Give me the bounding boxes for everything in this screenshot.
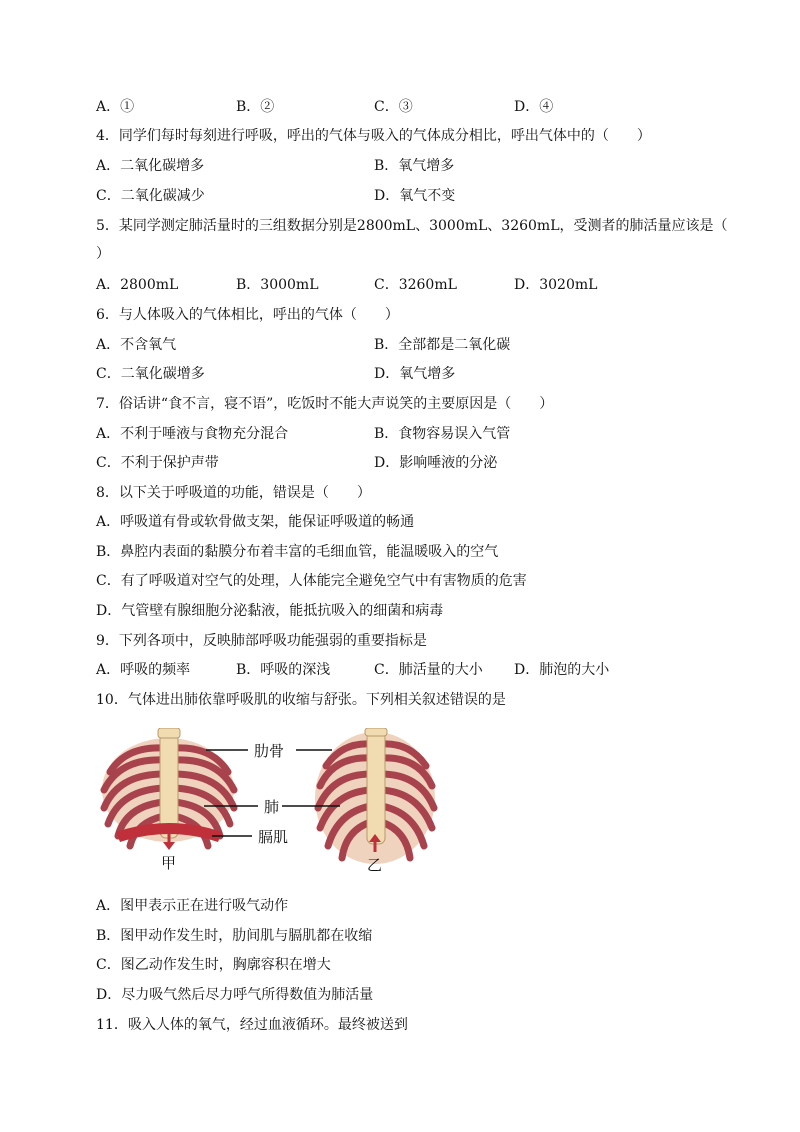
- q10-stem: 10．气体进出肺依靠呼吸肌的收缩与舒张。下列相关叙述错误的是: [96, 692, 506, 708]
- ribcage-jia: [102, 728, 234, 850]
- q11-stem: 11．吸入人体的氧气，经过血液循环。最终被送到: [96, 1017, 408, 1033]
- q4-option-a: A．二氧化碳增多: [96, 158, 205, 174]
- q6-stem: 6．与人体吸入的气体相比，呼出的气体（ ）: [96, 307, 399, 323]
- q5-option-c: C．3260mL: [374, 277, 457, 293]
- label-yi: 乙: [367, 856, 383, 874]
- q8-option-b: B．鼻腔内表面的黏膜分布着丰富的毛细血管，能温暖吸入的空气: [96, 544, 499, 560]
- q3-option-b: B．②: [236, 99, 275, 115]
- label-jia: 甲: [161, 854, 177, 872]
- q6-option-a: A．不含氧气: [96, 337, 177, 353]
- q3-option-a: A．①: [96, 99, 135, 115]
- q7-option-a: A．不利于唾液与食物充分混合: [96, 426, 289, 442]
- label-rib: 肋骨: [254, 742, 285, 760]
- q4-option-b: B．氧气增多: [374, 158, 455, 174]
- q5-option-a: A．2800mL: [96, 277, 179, 293]
- q4-option-c: C．二氧化碳减少: [96, 188, 205, 204]
- q6-option-d: D．氧气增多: [374, 366, 456, 382]
- q9-option-b: B．呼吸的深浅: [236, 662, 331, 678]
- ribcage-yi: [315, 728, 435, 864]
- q8-stem: 8．以下关于呼吸道的功能，错误是（ ）: [96, 485, 371, 501]
- q4-option-d: D．氧气不变: [374, 188, 456, 204]
- q8-option-d: D．气管壁有腺细胞分泌黏液，能抵抗吸入的细菌和病毒: [96, 603, 444, 619]
- q7-option-c: C．不利于保护声带: [96, 455, 219, 471]
- q10-option-c: C．图乙动作发生时，胸廓容积在增大: [96, 957, 331, 973]
- q9-stem: 9．下列各项中，反映肺部呼吸功能强弱的重要指标是: [96, 633, 427, 649]
- q6-option-c: C．二氧化碳增多: [96, 366, 205, 382]
- label-lung: 肺: [264, 798, 280, 816]
- q8-option-c: C．有了呼吸道对空气的处理，人体能完全避免空气中有害物质的危害: [96, 573, 527, 589]
- q7-stem: 7．俗话讲“食不言，寝不语”，吃饭时不能大声说笑的主要原因是（ ）: [96, 396, 554, 412]
- q5-option-d: D．3020mL: [514, 277, 598, 293]
- q6-option-b: B．全部都是二氧化碳: [374, 337, 511, 353]
- q5-stem-continued: ）: [96, 246, 110, 262]
- q10-option-b: B．图甲动作发生时，肋间肌与膈肌都在收缩: [96, 928, 373, 944]
- q5-option-b: B．3000mL: [236, 277, 319, 293]
- q9-option-d: D．肺泡的大小: [514, 662, 610, 678]
- q10-option-a: A．图甲表示正在进行吸气动作: [96, 898, 289, 914]
- ribcage-diagram: [96, 728, 456, 878]
- label-diaphragm: 膈肌: [258, 828, 289, 846]
- q3-option-c: C．③: [374, 99, 413, 115]
- q5-stem: 5．某同学测定肺活量时的三组数据分别是2800mL、3000mL、3260mL，受测者的肺活量应该是（: [96, 218, 728, 234]
- q9-option-a: A．呼吸的频率: [96, 662, 191, 678]
- q3-option-d: D．④: [514, 99, 554, 115]
- q7-option-b: B．食物容易误入气管: [374, 426, 511, 442]
- q8-option-a: A．呼吸道有骨或软骨做支架，能保证呼吸道的畅通: [96, 514, 415, 530]
- q4-stem: 4．同学们每时每刻进行呼吸，呼出的气体与吸入的气体成分相比，呼出气体中的（ ）: [96, 128, 651, 144]
- ribcage-figure: [96, 728, 456, 878]
- q7-option-d: D．影响唾液的分泌: [374, 455, 498, 471]
- q10-option-d: D．尽力吸气然后尽力呼气所得数值为肺活量: [96, 987, 374, 1003]
- q9-option-c: C．肺活量的大小: [374, 662, 483, 678]
